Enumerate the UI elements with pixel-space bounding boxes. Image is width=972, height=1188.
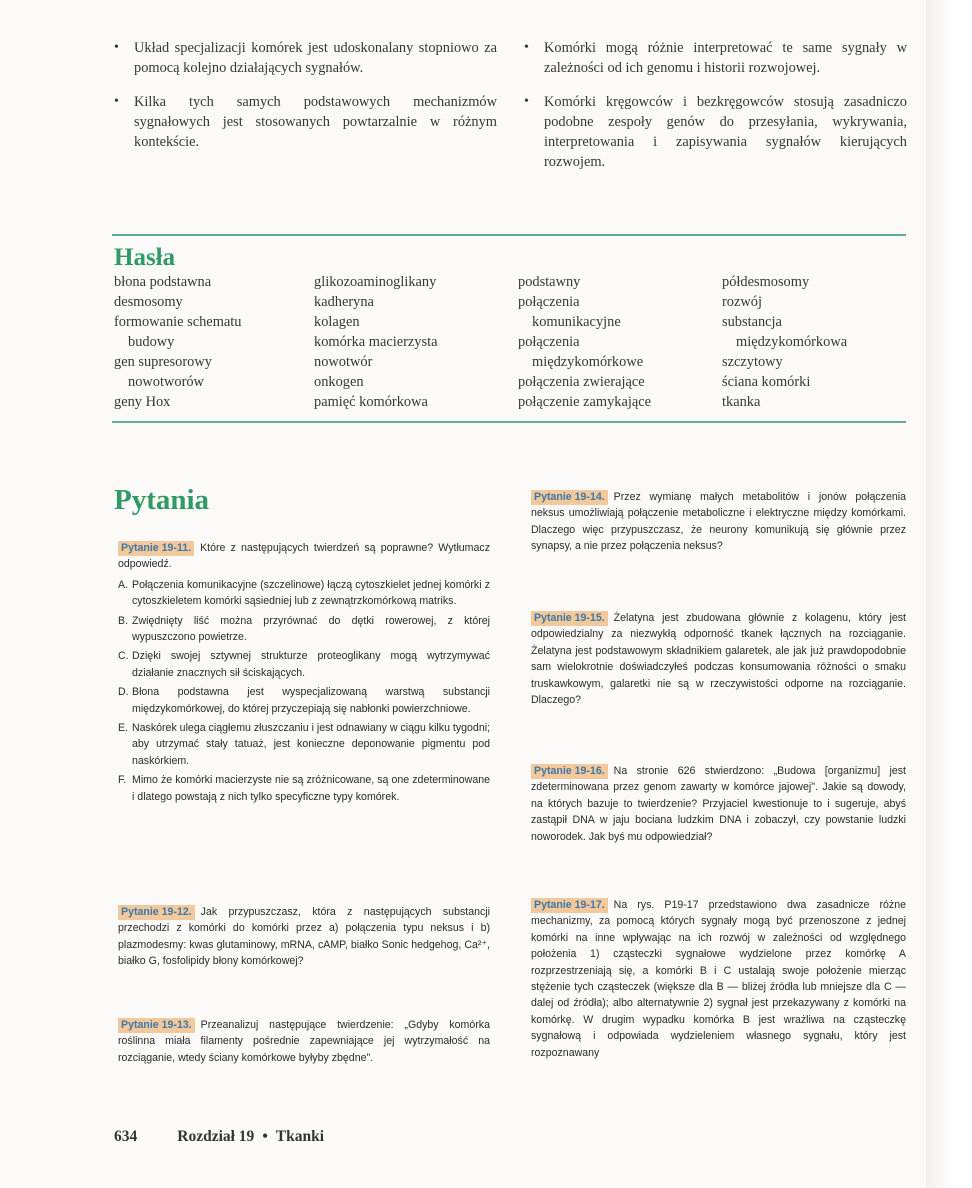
question-label: Pytanie 19-16. (531, 764, 608, 779)
page-footer (114, 1128, 324, 1146)
question-text: Które z następujących twierdzeń są poprawne? Wytłumacz odpowiedź. (118, 542, 490, 571)
question-19-12 (118, 904, 490, 970)
term-item: geny Hox (114, 394, 171, 410)
key-terms-column-2 (314, 272, 437, 412)
question-text: Jak przypuszczasz, która z następujących substancji przechodzi z komórki do komórki przez a) połączenia typu neksus i b) plazmodesmy: kwas glutaminowy, mRNA, cAMP, białko Sonic hedgehog, Ca²⁺, białko G, fosfolipidy błony komórkowej? (118, 906, 490, 968)
term-item: rozwój (722, 294, 762, 310)
term-item: połączenia (518, 294, 580, 310)
term-item: nowotworów (128, 374, 204, 390)
key-terms-column-3 (518, 272, 651, 412)
answer-option: D. Błona podstawna jest wyspecjalizowaną warstwą substancji międzykomórkowej, do której przyczepiają się nabłonki powierzchniowe. (118, 686, 490, 715)
summary-right-column (522, 38, 907, 186)
term-item: komórka macierzysta (314, 334, 438, 350)
question-19-14 (531, 489, 906, 555)
term-item: glikozoaminoglikany (314, 274, 437, 290)
term-item: gen supresorowy (114, 354, 212, 370)
summary-left-column (112, 38, 497, 166)
term-item: tkanka (722, 394, 761, 410)
question-label: Pytanie 19-14. (531, 490, 608, 505)
question-text: Żelatyna jest zbudowana głównie z kolagenu, który jest odpowiedzialny za niezwykłą odporność tkanek łącznych na rozciąganie. Żelatyna jest podstawowym składnikiem galaretek, ale jak już prawdopodobnie sam wielokrotnie doświadczyłeś podczas konsumowania różności o smaku truskawkowym, galaretki nie są w rzeczywistości odporne na rozciąganie. Dlaczego? (531, 612, 906, 707)
term-item: desmosomy (114, 294, 183, 310)
chapter-name: Rozdział 19 (177, 1128, 255, 1145)
term-item: ściana komórki (722, 374, 811, 390)
question-text: Przeanalizuj następujące twierdzenie: „Gdyby komórka roślinna miała filamenty pośrednie zapewniające jej wytrzymałość na rozciąganie, wtedy ściany komórkowe byłyby zbędne". (118, 1019, 490, 1064)
question-19-13 (118, 1017, 490, 1066)
section-divider (112, 234, 906, 236)
term-item: szczytowy (722, 354, 783, 370)
chapter-topic: Tkanki (275, 1128, 325, 1145)
question-19-15 (531, 610, 906, 708)
summary-bullet: • Kilka tych samych podstawowych mechanizmów sygnałowych jest stosowanych powtarzalnie w różnym kontekście. (114, 94, 497, 150)
term-item: połączenia (518, 334, 580, 350)
term-item: onkogen (314, 374, 364, 390)
term-item: połączenia zwierające (518, 374, 645, 390)
question-19-11 (118, 540, 490, 805)
scan-edge (926, 0, 972, 1188)
term-item: błona podstawna (114, 274, 212, 290)
question-label: Pytanie 19-11. (118, 541, 194, 556)
answer-option: E. Naskórek ulega ciągłemu złuszczaniu i jest odnawiany w ciągu kilku tygodni; aby utrzymać stały tatuaż, jest konieczne deponowanie pigmentu pod naskórkiem. (118, 722, 491, 767)
summary-bullet: • Układ specjalizacji komórek jest udoskonalany stopniowo za pomocą kolejno działających sygnałów. (114, 40, 497, 76)
term-item: kolagen (314, 314, 360, 330)
term-item: połączenie zamykające (518, 394, 652, 410)
question-label: Pytanie 19-15. (531, 611, 608, 626)
term-item: substancja (722, 314, 782, 330)
question-19-16 (531, 763, 906, 845)
question-text: Na stronie 626 stwierdzono: „Budowa [organizmu] jest zdeterminowana przez genom zawarty w komórce jajowej". Jakie są dowody, na których bazuje to twierdzenie? Przyjaciel kwestionuje to i sugeruje, abyś zastąpił DNA w jaju bociana ludzkim DNA i zobaczył, czy powstanie ludzki noworodek. Jak byś mu odpowiedział? (531, 765, 906, 843)
summary-bullet: • Komórki kręgowców i bezkręgowców stosują zasadniczo podobne zespoły genów do przesyłania, wykrywania, interpretowania i zapisywania sygnałów kierujących rozwojem. (524, 94, 907, 170)
answer-option: A. Połączenia komunikacyjne (szczelinowe) łączą cytoszkielet jednej komórki z cytoszkieletem komórki sąsiedniej lub z zewnątrzkomórkową matriks. (118, 578, 490, 608)
answer-option: C. Dzięki swojej sztywnej strukturze proteoglikany mogą wytrzymywać działanie znacznych sił ściskających. (118, 650, 490, 679)
key-terms-column-1 (114, 272, 241, 412)
term-item: międzykomórkowa (736, 334, 848, 350)
page-number: 634 (114, 1128, 138, 1145)
answer-option: F. Mimo że komórki macierzyste nie są zróżnicowane, są one zdeterminowane i dlatego powstają z nich tylko specyficzne typy komórek. (118, 774, 490, 803)
term-item: pamięć komórkowa (314, 394, 428, 410)
term-item: podstawny (518, 274, 581, 290)
term-item: półdesmosomy (722, 274, 810, 290)
question-label: Pytanie 19-17. (531, 898, 608, 913)
question-text: Na rys. P19-17 przedstawiono dwa zasadnicze różne mechanizmy, za pomocą których sygnały mogą być przenoszone z jednej komórki na inne wpływając na ich rozwój w zależności od względnego położenia 1) cząsteczki sygnałowe wydzielone przez komórkę A rozprzestrzeniają się, a komórki B i C ustalają swoje położenie mierząc stężenie tych cząsteczek (większe dla B — bliżej źródła lub mniejsze dla C — dalej od źródła); albo alternatywnie 2) sygnał jest przekazywany z komórki na komórkę. W drugim wypadku komórka B jest wrażliwa na cząsteczkę sygnałową i odpowiada wydzieleniem własnego sygnału, który jest rozpoznawany (531, 899, 906, 1059)
question-text: Przez wymianę małych metabolitów i jonów połączenia neksus umożliwiają połączenie metaboliczne i elektryczne między komórkami. Dlaczego więc przypuszczasz, że neurony komunikują się głównie przez synapsy, a nie przez połączenia neksus? (531, 491, 906, 553)
summary-bullet: • Komórki mogą różnie interpretować te same sygnały w zależności od ich genomu i historii rozwojowej. (524, 40, 907, 76)
key-terms-column-4 (722, 272, 847, 412)
question-label: Pytanie 19-13. (118, 1018, 195, 1033)
term-item: formowanie schematu (114, 314, 242, 330)
term-item: kadheryna (314, 294, 374, 310)
questions-title: Pytania (114, 484, 210, 516)
key-terms-title: Hasła (114, 244, 176, 271)
term-item: komunikacyjne (532, 314, 621, 330)
term-item: nowotwór (314, 354, 373, 370)
question-label: Pytanie 19-12. (118, 905, 195, 920)
footer-separator: • (262, 1128, 268, 1145)
question-19-17 (531, 897, 906, 1061)
answer-option: B. Zwiędnięty liść można przyrównać do dętki rowerowej, z której wypuszczono powietrze. (118, 614, 490, 644)
term-item: budowy (128, 334, 175, 350)
section-divider (112, 421, 906, 423)
term-item: międzykomórkowe (532, 354, 644, 370)
